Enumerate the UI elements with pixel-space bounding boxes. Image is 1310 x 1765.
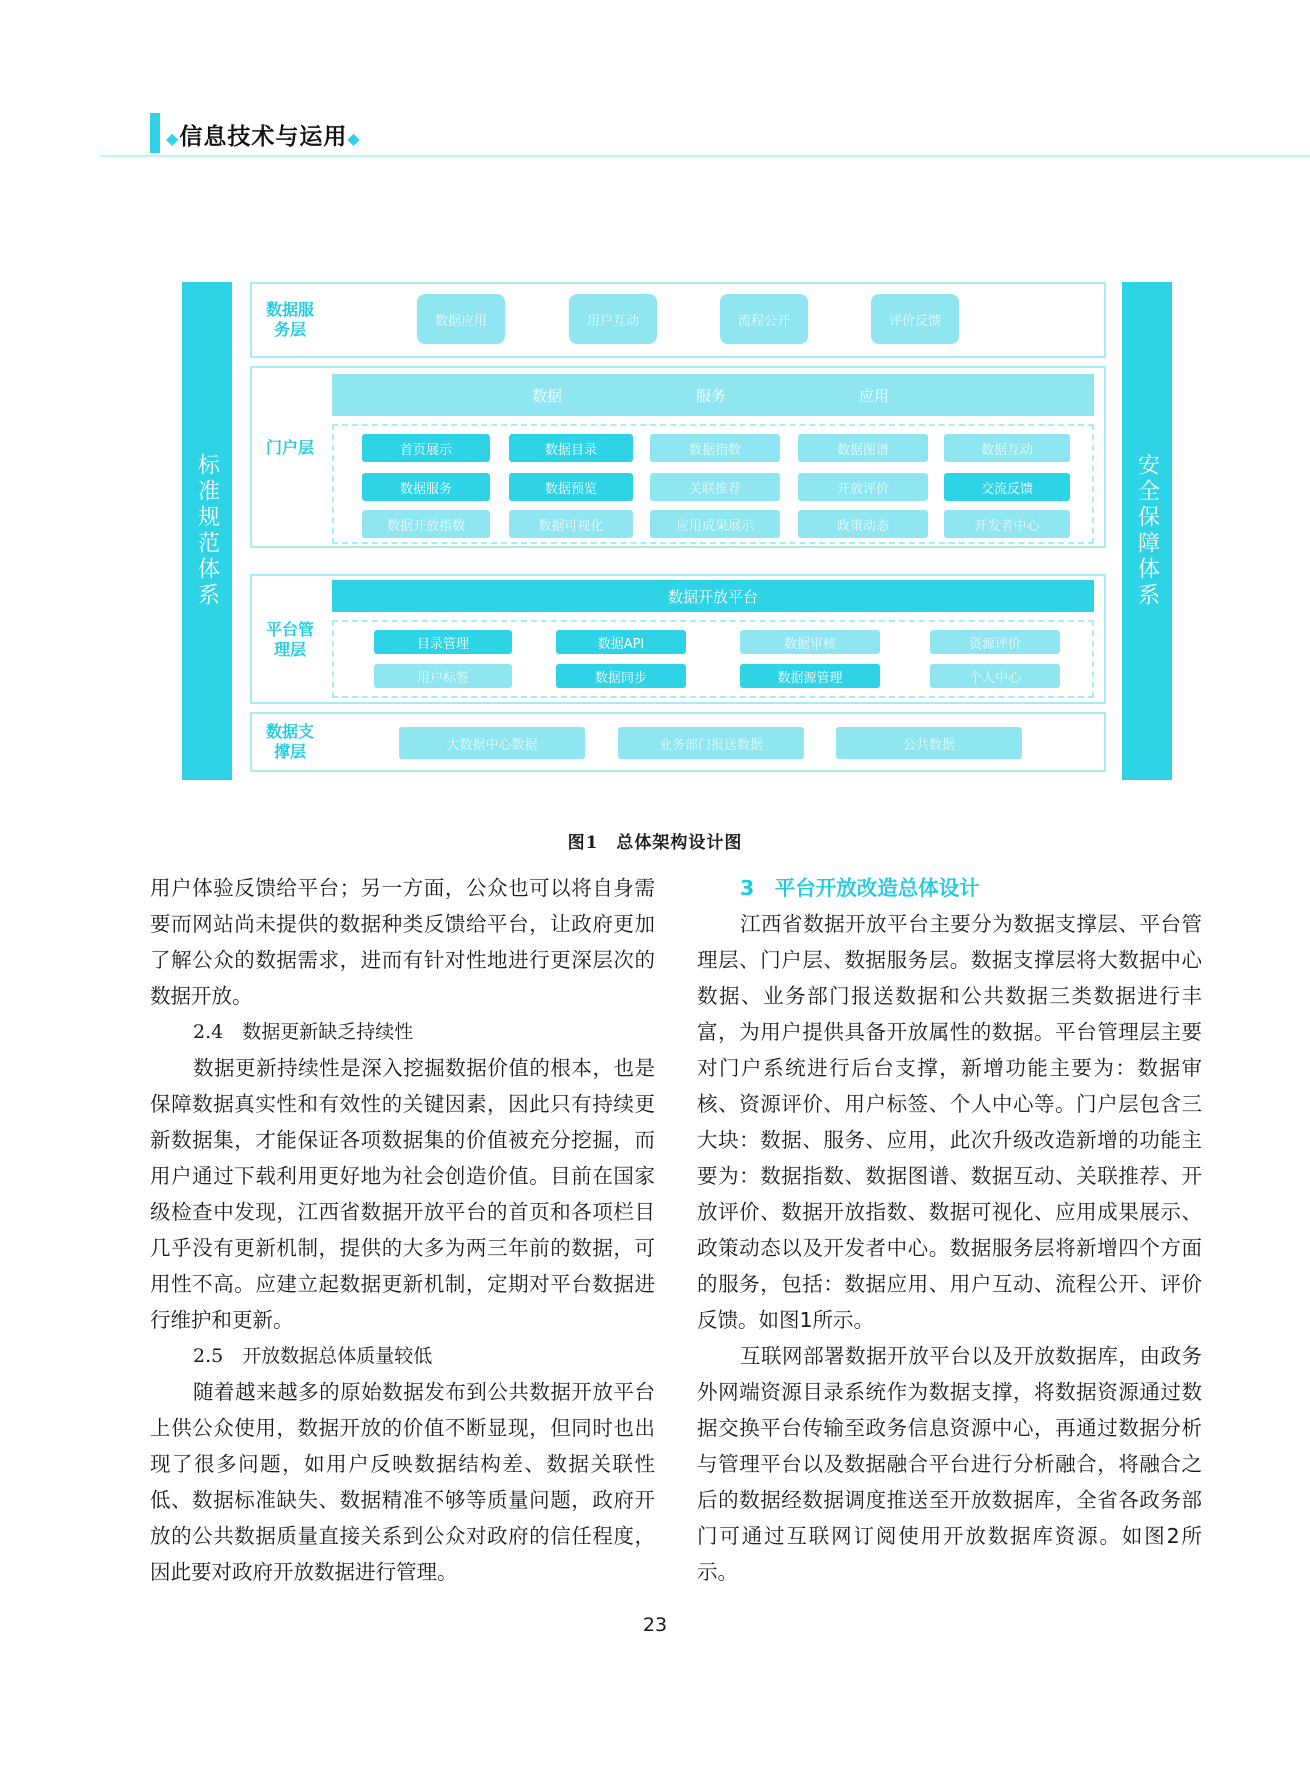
- page-number: 23: [642, 1614, 668, 1636]
- journal-header: [166, 118, 361, 151]
- subsection-heading: 2.5 开放数据总体质量较低: [193, 1345, 433, 1367]
- platform-layer-label: 平台管理层: [265, 620, 314, 659]
- platform-item: 数据同步: [556, 664, 686, 688]
- paragraph: 随着越来越多的原始数据发布到公共数据开放平台上供公众使用，数据开放的价值不断显现，但同时也出现了很多问题，如用户反映数据结构差、数据关联性低、数据标准缺失、数据精准不够等质量问题，政府开放的公共数据质量直接关系到公众对政府的信任程度，因此要对政府开放数据进行管理。: [150, 1380, 655, 1584]
- paragraph: 数据更新持续性是深入挖掘数据价值的根本，也是保障数据真实性和有效性的关键因素，因此只有持续更新数据集，才能保证各项数据集的价值被充分挖掘，而用户通过下载利用更好地为社会创造价值。目前在国家级检查中发现，江西省数据开放平台的首页和各项栏目几乎没有更新机制，提供的大多为两三年前的数据，可用性不高。应建立起数据更新机制，定期对平台数据进行维护和更新。: [150, 1056, 655, 1332]
- portal-item: 政策动态: [798, 510, 928, 538]
- platform-item: 数据源管理: [740, 664, 880, 688]
- support-item: 公共数据: [836, 727, 1022, 759]
- portal-item: 交流反馈: [944, 473, 1070, 501]
- portal-item: 数据可视化: [509, 510, 633, 538]
- portal-item: 开放评价: [798, 473, 928, 501]
- portal-layer-label: 门户层: [265, 438, 314, 457]
- diamond-icon: ◆: [347, 129, 361, 148]
- right-column: [697, 870, 1202, 1590]
- standards-system-bar: 标准规范体系: [182, 282, 232, 780]
- platform-item: 个人中心: [930, 664, 1060, 688]
- band-word: 应用: [859, 386, 890, 405]
- header-accent-bar: [150, 113, 160, 153]
- platform-band: 数据开放平台: [332, 580, 1094, 612]
- portal-item: 数据预览: [509, 473, 633, 501]
- portal-item: 数据开放指数: [362, 510, 490, 538]
- section-heading: 3 平台开放改造总体设计: [740, 876, 980, 900]
- portal-layer: [250, 366, 1106, 548]
- portal-item: 首页展示: [362, 434, 490, 462]
- platform-item: 用户标签: [374, 664, 512, 688]
- paragraph: 用户体验反馈给平台；另一方面，公众也可以将自身需要而网站尚未提供的数据种类反馈给平台，让政府更加了解公众的数据需求，进而有针对性地进行更深层次的数据开放。: [150, 876, 655, 1008]
- service-item: 数据应用: [417, 294, 505, 344]
- journal-title: 信息技术与运用: [179, 124, 348, 150]
- service-item: 用户互动: [569, 294, 657, 344]
- figure-caption: 图1 总体架构设计图: [567, 833, 743, 853]
- subsection-heading: 2.4 数据更新缺乏持续性: [193, 1021, 414, 1043]
- diamond-icon: ◆: [166, 129, 180, 148]
- portal-item: 数据目录: [509, 434, 633, 462]
- support-item: 业务部门报送数据: [618, 727, 804, 759]
- portal-item: 数据图谱: [798, 434, 928, 462]
- platform-layer: [250, 574, 1106, 704]
- service-item: 流程公开: [720, 294, 808, 344]
- paragraph: 互联网部署数据开放平台以及开放数据库，由政务外网端资源目录系统作为数据支撑，将数据资源通过数据交换平台传输至政务信息资源中心，再通过数据分析与管理平台以及数据融合平台进行分析融合，将融合之后的数据经数据调度推送至开放数据库，全省各政务部门可通过互联网订阅使用开放数据库资源。如图2所示。: [697, 1344, 1202, 1584]
- portal-item: 数据指数: [650, 434, 780, 462]
- support-layer: [250, 712, 1106, 772]
- portal-item: 关联推荐: [650, 473, 780, 501]
- platform-item: 资源评价: [930, 630, 1060, 654]
- portal-item: 数据互动: [944, 434, 1070, 462]
- band-word: 数据: [532, 386, 563, 405]
- service-layer: [250, 282, 1106, 358]
- security-system-bar: 安全保障体系: [1122, 282, 1172, 780]
- support-item: 大数据中心数据: [399, 727, 585, 759]
- portal-item: 应用成果展示: [650, 510, 780, 538]
- portal-item: 数据服务: [362, 473, 490, 501]
- portal-band: [332, 374, 1094, 416]
- service-layer-label: 数据服务层: [265, 300, 314, 339]
- paragraph: 江西省数据开放平台主要分为数据支撑层、平台管理层、门户层、数据服务层。数据支撑层将大数据中心数据、业务部门报送数据和公共数据三类数据进行丰富，为用户提供具备开放属性的数据。平台管理层主要对门户系统进行后台支撑，新增功能主要为：数据审核、资源评价、用户标签、个人中心等。门户层包含三大块：数据、服务、应用，此次升级改造新增的功能主要为：数据指数、数据图谱、数据互动、关联推荐、开放评价、数据开放指数、数据可视化、应用成果展示、政策动态以及开发者中心。数据服务层将新增四个方面的服务，包括：数据应用、用户互动、流程公开、评价反馈。如图1所示。: [697, 912, 1202, 1332]
- architecture-figure: [182, 282, 1172, 780]
- platform-item: 数据API: [556, 630, 686, 654]
- platform-item: 目录管理: [374, 630, 512, 654]
- portal-item: 开发者中心: [944, 510, 1070, 538]
- platform-item: 数据审核: [740, 630, 880, 654]
- service-item: 评价反馈: [871, 294, 959, 344]
- left-column: [150, 870, 655, 1590]
- band-word: 服务: [696, 386, 727, 405]
- header-rule: [100, 155, 1310, 157]
- support-layer-label: 数据支撑层: [265, 722, 314, 761]
